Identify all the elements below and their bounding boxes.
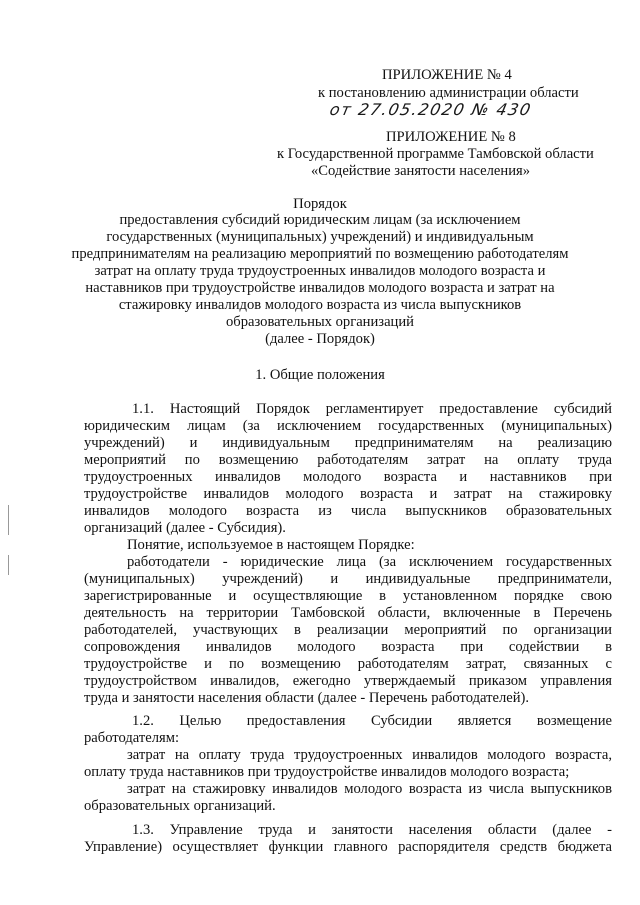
body-line: 1.3. Управление труда и занятости населения области (далее -	[132, 822, 612, 838]
scan-mark	[8, 505, 9, 535]
title-line: предоставления субсидий юридическим лицам (за исключением	[119, 212, 521, 228]
body-line: Понятие, используемое в настоящем Порядке:	[127, 537, 415, 553]
section-heading: 1. Общие положения	[255, 367, 385, 383]
body-line: затрат на стажировку инвалидов молодого возраста из числа выпускников	[127, 781, 612, 797]
scan-mark	[8, 555, 9, 575]
body-line: инвалидов молодого возраста из числа выпускников образовательных	[84, 503, 612, 519]
appendix4-subtitle: к постановлению администрации области	[318, 85, 579, 101]
body-line: 1.2. Целью предоставления Субсидии является возмещение	[132, 713, 612, 729]
title-line: наставников при трудоустройстве инвалидов молодого возраста и затрат на	[85, 280, 555, 296]
body-line: трудоустройством инвалидов, ежегодно утверждаемый приказом управления	[84, 673, 612, 689]
body-line: сопровождения инвалидов молодого возраста при содействии в	[84, 639, 612, 655]
body-line: работодатели - юридические лица (за исключением государственных	[127, 554, 612, 570]
title-line: образовательных организаций	[226, 314, 414, 330]
body-line: Управление) осуществляет функции главного распорядителя средств бюджета	[84, 839, 612, 855]
body-line: мероприятий по возмещению работодателям затрат на оплату труда	[84, 452, 612, 468]
body-line: работодателям:	[84, 730, 180, 746]
body-line: затрат на оплату труда трудоустроенных инвалидов молодого возраста,	[127, 747, 612, 763]
body-line: юридическим лицам (за исключением государственных (муниципальных)	[84, 418, 612, 434]
appendix8-title: ПРИЛОЖЕНИЕ № 8	[386, 129, 516, 145]
body-line: 1.1. Настоящий Порядок регламентирует предоставление субсидий	[132, 401, 612, 417]
title-line: государственных (муниципальных) учреждений) и индивидуальным	[106, 229, 534, 245]
body-line: трудоустройстве инвалидов молодого возраста и затрат на стажировку	[84, 486, 612, 502]
body-line: оплату труда наставников при трудоустройстве инвалидов молодого возраста;	[84, 764, 570, 780]
title-line: (далее - Порядок)	[265, 331, 375, 347]
title-line: Порядок	[293, 196, 347, 212]
body-line: организаций (далее - Субсидия).	[84, 520, 286, 536]
handwritten-date: от 27.05.2020 № 430	[327, 100, 534, 119]
appendix8-subtitle-2: «Содействие занятости населения»	[311, 163, 531, 179]
title-line: стажировку инвалидов молодого возраста из числа выпускников	[118, 297, 522, 313]
body-line: (муниципальных) учреждений) и индивидуальные предприниматели,	[84, 571, 612, 587]
body-line: трудоустроенных инвалидов молодого возраста и наставников при	[84, 469, 612, 485]
body-line: деятельность на территории Тамбовской области, включенные в Перечень	[84, 605, 612, 621]
appendix8-subtitle-1: к Государственной программе Тамбовской области	[277, 146, 594, 162]
body-line: зарегистрированные и осуществляющие в установленном порядке свою	[84, 588, 612, 604]
body-line: образовательных организаций.	[84, 798, 276, 814]
body-line: учреждений) и индивидуальным предпринимателям на реализацию	[84, 435, 612, 451]
title-line: затрат на оплату труда трудоустроенных инвалидов молодого возраста и	[94, 263, 546, 279]
body-line: трудоустройстве и по возмещению работодателям затрат, связанных с	[84, 656, 612, 672]
body-line: работодателей, участвующих в реализации мероприятий по организации	[84, 622, 612, 638]
body-line: труда и занятости населения области (далее - Перечень работодателей).	[84, 690, 530, 706]
appendix4-title: ПРИЛОЖЕНИЕ № 4	[382, 67, 512, 83]
title-line: предпринимателям на реализацию мероприятий по возмещению работодателям	[71, 246, 569, 262]
